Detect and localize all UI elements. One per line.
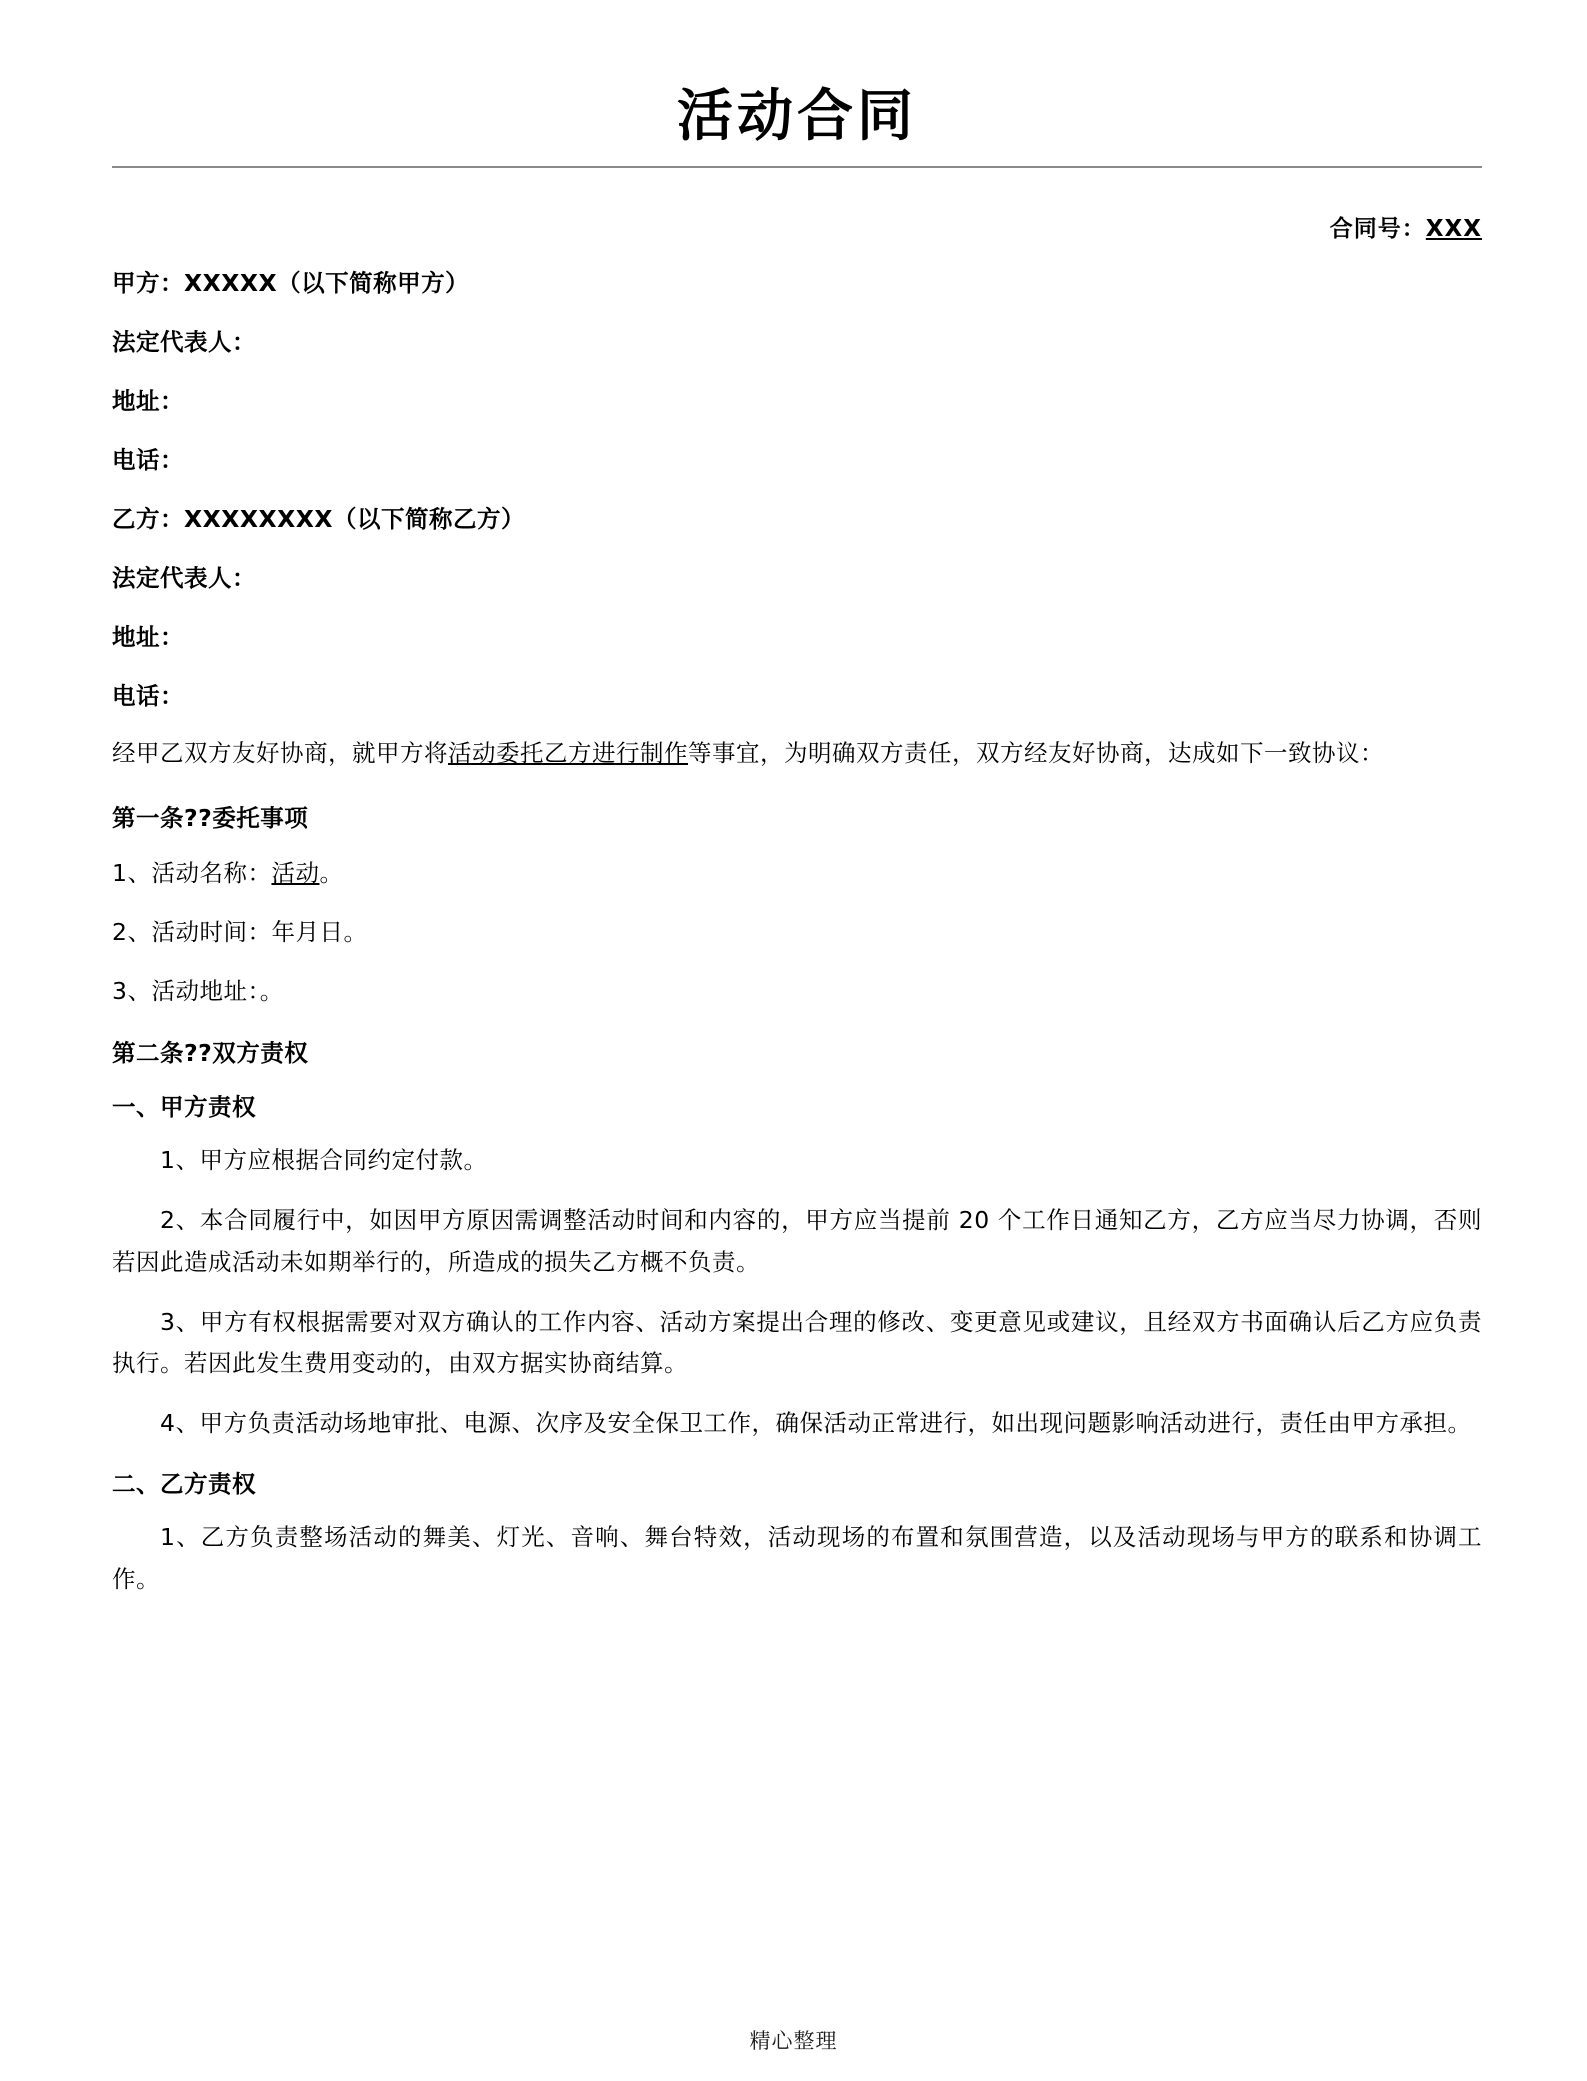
preamble-text-start: 经甲乙双方友好协商，就甲方将 — [112, 739, 448, 768]
party-b-address: 地址： — [112, 622, 184, 651]
preamble-text-underlined: 活动委托乙方进行制作 — [448, 739, 688, 768]
party-a-address: 地址： — [112, 386, 184, 415]
contract-number — [112, 210, 1482, 243]
section-2-sub-1-item-3: 3、甲方有权根据需要对双方确认的工作内容、活动方案提出合理的修改、变更意见或建议，且经双方书面确认后乙方应负责执行。若因此发生费用变动的，由双方据实协商结算。 — [112, 1307, 1482, 1378]
page-footer: 精心整理 — [749, 2029, 838, 2053]
section-2-heading: 第二条??双方责权 — [112, 1039, 309, 1068]
section-2-sub-1-item-1: 1、甲方应根据合同约定付款。 — [160, 1146, 488, 1175]
party-b-phone: 电话： — [112, 682, 184, 711]
contract-number-value: XXX — [1425, 215, 1482, 242]
section-1-item-1-prefix: 1、活动名称： — [112, 858, 272, 887]
party-a-legal-rep: 法定代表人： — [112, 327, 256, 356]
party-b-legal-rep: 法定代表人： — [112, 563, 256, 592]
preamble-paragraph — [112, 733, 1482, 775]
section-1-item-1 — [112, 854, 1482, 892]
section-2-sub-2-heading: 二、乙方责权 — [112, 1470, 256, 1499]
section-1-item-3: 3、活动地址：。 — [112, 977, 284, 1006]
section-2-sub-1-item-2: 2、本合同履行中，如因甲方原因需调整活动时间和内容的，甲方应当提前 20 个工作日通知乙方，乙方应当尽力协调，否则若因此造成活动未如期举行的，所造成的损失乙方概不负责。 — [112, 1205, 1482, 1276]
section-2-sub-1-item-4: 4、甲方负责活动场地审批、电源、次序及安全保卫工作，确保活动正常进行，如出现问题影响活动进行，责任由甲方承担。 — [160, 1409, 1472, 1438]
section-1-heading: 第一条??委托事项 — [112, 803, 309, 832]
document-body — [112, 0, 1482, 1601]
section-1-item-1-underlined: 活动 — [271, 858, 320, 887]
party-a-phone: 电话： — [112, 445, 184, 474]
title-divider — [112, 166, 1482, 168]
section-1-item-2: 2、活动时间：年月日。 — [112, 917, 368, 946]
section-2-sub-1-heading: 一、甲方责权 — [112, 1093, 256, 1122]
section-1-item-1-suffix: 。 — [319, 858, 344, 887]
section-2-sub-2-item-1: 1、乙方负责整场活动的舞美、灯光、音响、舞台特效，活动现场的布置和氛围营造，以及活动现场与甲方的联系和协调工作。 — [112, 1523, 1482, 1593]
preamble-text-end: 等事宜，为明确双方责任，双方经友好协商，达成如下一致协议： — [688, 739, 1384, 768]
contract-number-label: 合同号： — [1329, 215, 1426, 242]
party-b-name: 乙方：XXXXXXXX（以下简称乙方） — [112, 504, 525, 533]
party-a-name: 甲方：XXXXX（以下简称甲方） — [112, 268, 470, 297]
page-title: 活动合同 — [677, 84, 917, 149]
